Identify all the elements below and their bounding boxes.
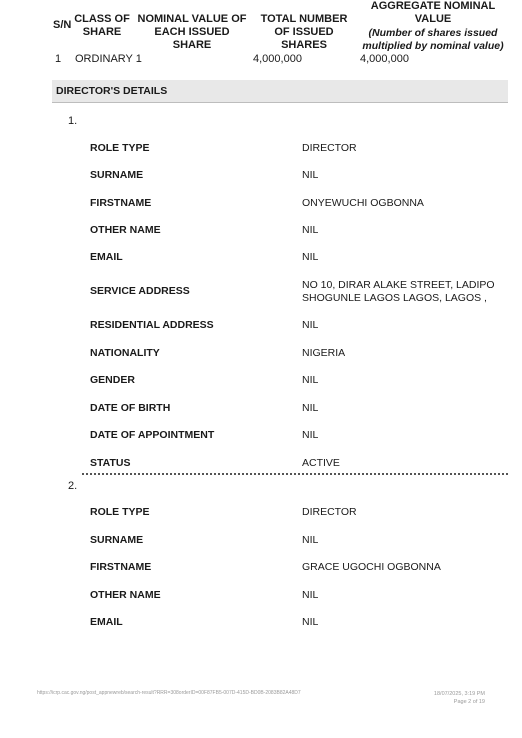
field-value: GRACE UGOCHI OGBONNA	[302, 561, 441, 573]
field-label: STATUS	[90, 457, 131, 469]
field-label: EMAIL	[90, 616, 123, 628]
field-value: NO 10, DIRAR ALAKE STREET, LADIPO	[302, 279, 495, 291]
field-value: NIL	[302, 169, 319, 181]
field-value: NIL	[302, 429, 319, 441]
row-class: ORDINARY 1	[75, 53, 142, 65]
field-label: GENDER	[90, 374, 135, 386]
field-label: DATE OF BIRTH	[90, 402, 171, 414]
directors-section-header	[52, 80, 508, 103]
field-value: NIL	[302, 534, 319, 546]
director-number: 1.	[68, 115, 78, 127]
field-label: ROLE TYPE	[90, 506, 150, 518]
field-label: FIRSTNAME	[90, 561, 152, 573]
field-label: SURNAME	[90, 534, 144, 546]
field-value: NIL	[302, 374, 319, 386]
row-total: 4,000,000	[253, 53, 302, 65]
header-total-issued: TOTAL NUMBER OF ISSUED SHARES	[260, 13, 348, 51]
footer-meta	[434, 690, 485, 706]
header-class-of-share: CLASS OF SHARE	[74, 13, 130, 38]
field-value-line2: SHOGUNLE LAGOS LAGOS, LAGOS ,	[302, 292, 487, 304]
field-label: SURNAME	[90, 169, 144, 181]
director-separator	[82, 473, 508, 475]
field-label: RESIDENTIAL ADDRESS	[90, 319, 214, 331]
field-value: NIL	[302, 589, 319, 601]
row-aggregate: 4,000,000	[360, 53, 409, 65]
header-aggregate-note: (Number of shares issued multiplied by nominal value)	[362, 27, 504, 52]
field-value: NIL	[302, 251, 319, 263]
footer-page-number: Page 2 of 19	[453, 699, 485, 705]
footer-datetime: 18/07/2025, 3:19 PM	[433, 691, 485, 697]
header-nominal-value: NOMINAL VALUE OF EACH ISSUED SHARE	[137, 13, 247, 51]
field-label: ROLE TYPE	[90, 142, 150, 154]
field-label: EMAIL	[90, 251, 123, 263]
row-sn: 1	[55, 53, 62, 65]
field-label: NATIONALITY	[90, 347, 160, 359]
field-value: NIL	[302, 224, 319, 236]
header-aggregate-title: AGGREGATE NOMINAL VALUE	[370, 0, 496, 25]
header-aggregate-value	[358, 0, 508, 53]
field-label: OTHER NAME	[90, 589, 161, 601]
field-value: NIL	[302, 319, 319, 331]
field-value: DIRECTOR	[302, 142, 357, 154]
director-number: 2.	[68, 480, 78, 492]
header-sn: S/N	[53, 19, 72, 31]
field-value: DIRECTOR	[302, 506, 357, 518]
field-value: NIGERIA	[302, 347, 346, 359]
field-value: NIL	[302, 402, 319, 414]
field-label: OTHER NAME	[90, 224, 161, 236]
section-title: DIRECTOR'S DETAILS	[56, 85, 168, 97]
field-label: FIRSTNAME	[90, 197, 152, 209]
field-label: SERVICE ADDRESS	[90, 285, 190, 297]
field-value: ONYEWUCHI OGBONNA	[302, 197, 424, 209]
footer-url: https://icrp.cac.gov.ng/post_appnewreb/search-result?RRR=308orderID=00F87FB5-007D-415D-BD0B-2083B82A48D7	[37, 690, 301, 696]
field-value: NIL	[302, 616, 319, 628]
field-label: DATE OF APPOINTMENT	[90, 429, 215, 441]
field-value: ACTIVE	[302, 457, 340, 469]
